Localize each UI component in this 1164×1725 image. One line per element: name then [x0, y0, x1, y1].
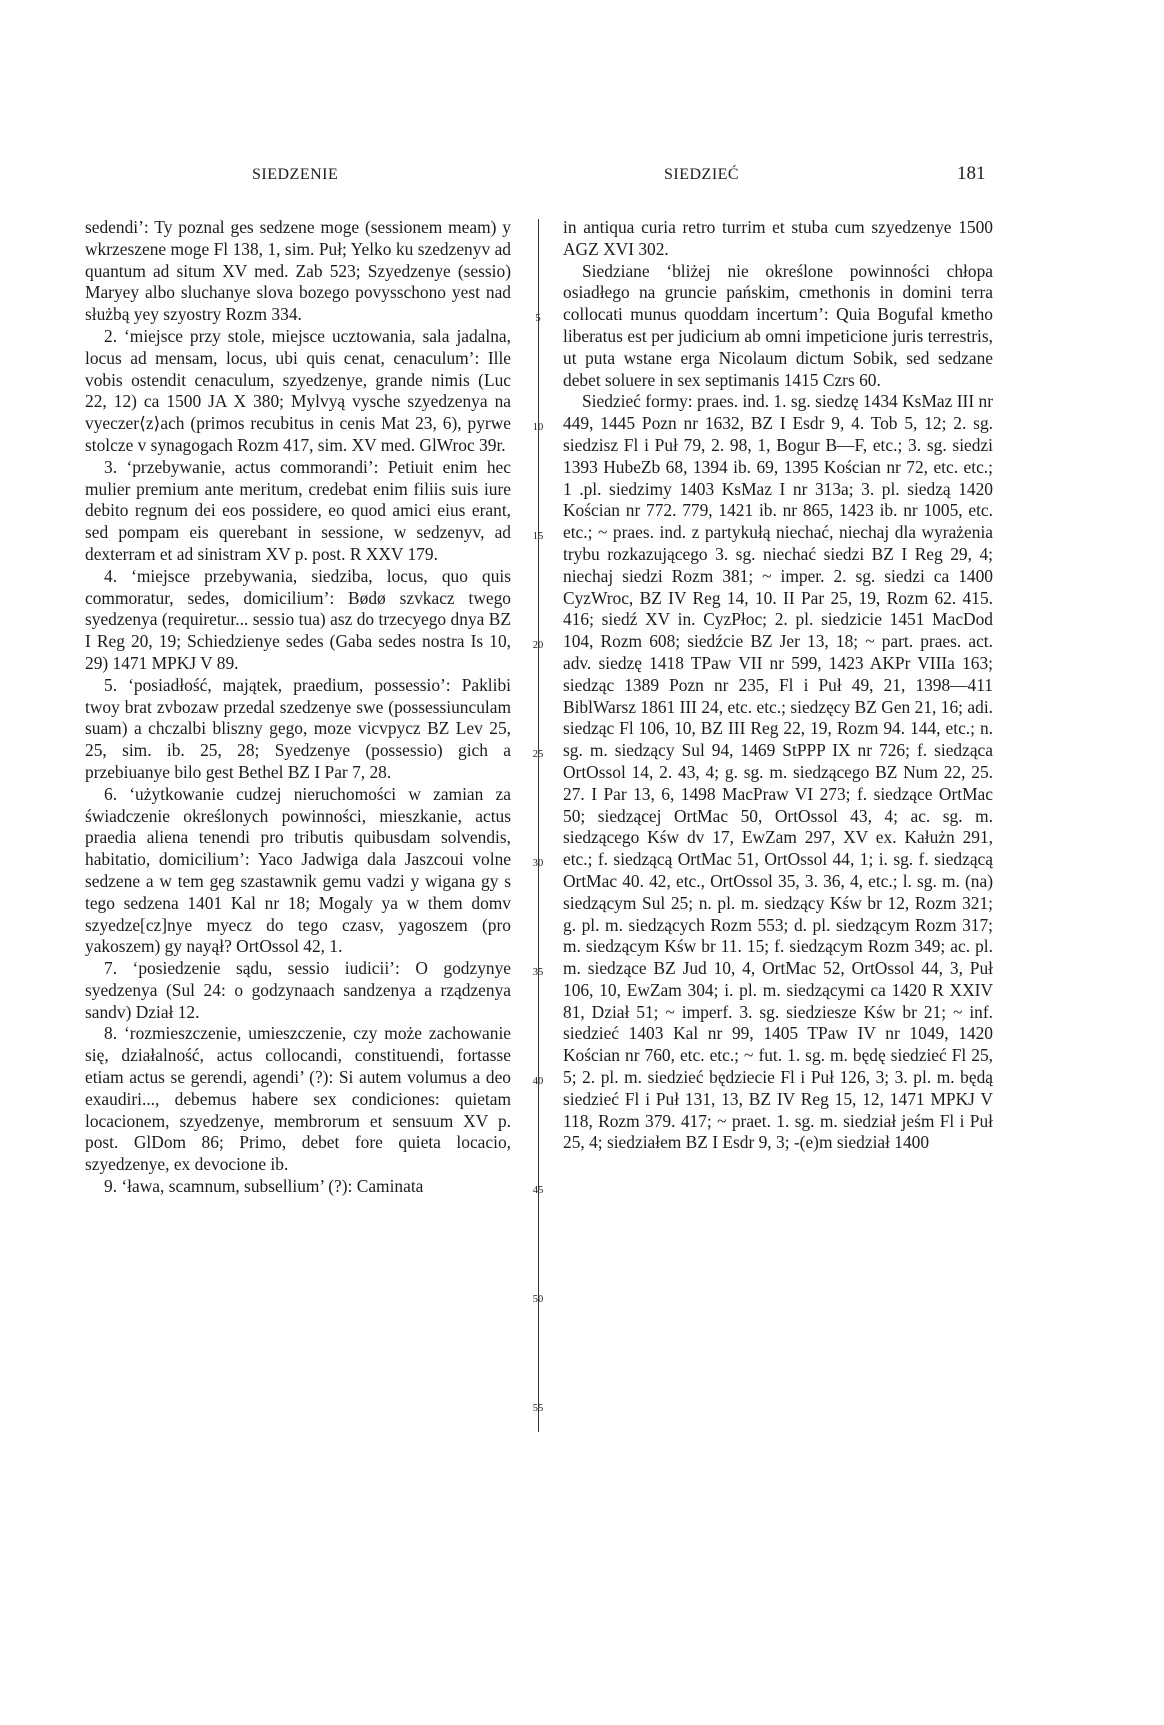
line-number: 50 — [532, 1294, 544, 1305]
page-number: 181 — [957, 163, 986, 184]
left-paragraph: 9. ‘ława, scamnum, subsellium’ (?): Caminata — [104, 1176, 424, 1197]
line-number: 5 — [535, 313, 541, 324]
left-paragraph: 3. ‘przebywanie, actus commorandi’: Petiuit enim hec mulier premium ante meritum, credebat enim filiis suis iure debito regnum dei eos possidere, eo quod amici eius erant, sed pompam eis querebant in sessione, w sedzenyv, ad dexterram et ad sinistram XV p. post. R XXV 179. — [85, 456, 511, 564]
running-head-left: SIEDZENIE — [252, 166, 339, 183]
left-paragraph: 6. ‘użytkowanie cudzej nieruchomości w zamian za świadczenie określonych powinności, mieszkanie, actus praedia aliena tenendi pro tributis quibusdam solvendis, habitatio, domicilium’: Yaco Jadwiga dala Jaszcoui volne sedzene a w tem geg szastawnik gemu vadzi y wigana gy s tego sedzena 1401 Kal nr 18; Mogaly ya w them domv szyedze[cz]nye myecz do tego czasv, yagoszem (pro yakoszem) gy nayął? OrtOssol 42, 1. — [85, 783, 511, 957]
left-paragraph: 8. ‘rozmieszczenie, umieszczenie, czy może zachowanie się, działalność, actus collocandi, constituendi, fortasse etiam actus se gerendi, agendi’ (?): Si autem volumus a deo exaudiri..., debemus habere sex condiciones: quietam locacionem, szyedzenye, membrorum et sensuum XV p. post. GlDom 86; Primo, debet fore quieta locacio, szyedzenye, ex devocione ib. — [85, 1023, 511, 1175]
left-paragraph: 4. ‘miejsce przebywania, siedziba, locus, quo quis commoratur, sedes, domicilium’: Bødø szvkacz twego syedzenya (requiretur... sessio tua) asz do trzecyego dnya BZ I Reg 20, 19; Schiedzienye sedes (Gaba sedes nostra Is 10, 29) 1471 MPKJ V 89. — [85, 565, 511, 673]
left-paragraph: 5. ‘posiadłość, majątek, praedium, possessio’: Paklibi twoy brat zvbozaw przedal szedzenye swe (possessiunculam suam) a chczalbi bliszny gego, moze vicvpycz BZ Lev 25, 25, sim. ib. 25, 28; Syedzenye (possessio) gich a przebiuanye bilo gest Bethel BZ I Par 7, 28. — [85, 674, 511, 782]
column-divider — [538, 219, 539, 1432]
line-number: 40 — [532, 1076, 544, 1087]
left-paragraph: 7. ‘posiedzenie sądu, sessio iudicii’: O godzynye syedzenya (Sul 24: o godzynaach sandzenya a rządzenya sandv) Dział 12. — [85, 958, 511, 1022]
line-number: 25 — [532, 749, 544, 760]
line-number: 15 — [532, 531, 544, 542]
running-head-right: SIEDZIEĆ — [664, 166, 740, 183]
left-paragraph: sedendi’: Ty poznal ges sedzene moge (sessionem meam) y wkrzeszene moge Fl 138, 1, sim. Puł; Yelko ku szedzenyv ad quantum ad situm XV med. Zab 523; Szyedzenye (sessio) Maryey albo sluchanye slova bozego povysschono yest nad służbą yey szyostry Rozm 334. — [85, 217, 511, 325]
line-number: 20 — [532, 640, 544, 651]
right-paragraph: Siedzieć formy: praes. ind. 1. sg. siedzę 1434 KsMaz III nr 449, 1445 Pozn nr 1632, BZ I Esdr 9, 4. Tob 5, 12; 2. sg. siedzisz Fl i Puł 79, 2. 98, 1, Bogur B—F, etc.; 3. sg. siedzi 1393 HubeZb 68, 1394 ib. 69, 1395 Kościan nr 72, etc. etc.; 1 .pl. siedzimy 1403 KsMaz I nr 313a; 3. pl. siedzą 1420 Kościan nr 772. 779, 1421 ib. nr 865, 1423 ib. nr 1005, etc. etc.; ~ praes. ind. z partykułą niechać, niechaj dla wyrażenia trybu rozkazującego 3. sg. niechać siedzi BZ I Reg 29, 4; niechaj siedzi Rozm 381; ~ imper. 2. sg. siedzi ca 1400 CyzWroc, BZ IV Reg 14, 10. II Par 25, 19, Rozm 62. 415. 416; siedź XV in. CyzPłoc; 2. pl. siedzicie 1451 MacDod 104, Rozm 608; siedźcie BZ Jer 13, 18; ~ part. praes. act. adv. siedzę 1418 TPaw VII nr 599, 1423 AKPr VIIIa 163; siedząc 1389 Pozn nr 235, Fl i Puł 49, 21, 1398—411 BiblWarsz 1861 III 24, etc. etc.; siedzęcy BZ Gen 21, 16; adi. siedząc Fl 106, 10, BZ III Reg 22, 19, Rozm 94. 144, etc.; n. sg. m. siedzący Sul 94, 1469 StPPP IX nr 726; f. siedząca OrtOssol 14, 2. 43, 4; g. sg. m. siedzącego BZ Num 22, 25. 27. I Par 13, 6, 1498 MacPraw VI 273; f. siedzące OrtMac 50; siedzącej OrtMac 50, OrtOssol 43, 4; ac. sg. m. siedzącego Kśw dv 17, EwZam 297, XV ex. Kałużn 291, etc.; f. siedzącą OrtMac 51, OrtOssol 44, 1; i. sg. f. siedzącą OrtMac 40. 42, etc., OrtOssol 35, 3. 36, 4, etc.; l. sg. m. (na) siedzącym Sul 25; n. pl. m. siedzący Kśw br 12, Rozm 321; g. pl. m. siedzących Rozm 553; d. pl. siedzącym Rozm 317; m. siedzącym Kśw br 11. 15; f. siedzącym Rozm 349; ac. pl. m. siedzące BZ Jud 10, 4, OrtMac 52, OrtOssol 44, 3, Puł 106, 10, EwZam 304; i. pl. m. siedzącymi ca 1420 R XXIV 81, Dział 51; ~ imperf. 3. sg. siedziesze Kśw br 21; ~ inf. siedzieć 1403 Kal nr 99, 1405 TPaw IV nr 1049, 1420 Kościan nr 760, etc. etc.; ~ fut. 1. sg. m. będę siedzieć Fl 25, 5; 2. pl. m. siedzieć będziecie Fl i Puł 126, 3; 3. pl. m. będą siedzieć Fl i Puł 131, 13, BZ IV Reg 15, 12, 1471 MPKJ V 118, Rozm 379. 417; ~ praet. 1. sg. m. siedział jeśm Fl i Puł 25, 4; siedziałem BZ I Esdr 9, 3; -(e)m siedział 1400 — [563, 391, 993, 1153]
line-number: 45 — [532, 1185, 544, 1196]
line-number: 55 — [532, 1403, 544, 1414]
line-number: 30 — [532, 858, 544, 869]
left-column — [85, 217, 511, 1198]
line-number: 10 — [532, 422, 544, 433]
left-paragraph: 2. ‘miejsce przy stole, miejsce ucztowania, sala jadalna, locus ad mensam, locus, ubi quis cenat, cenaculum’: Ille vobis ostendit cenaculum, szyedzenye, grande nimis (Luc 22, 12) ca 1500 JA X 380; Mylvyą vysche szyedzenya na vyeczer⟨z⟩ach (primos recubitus in cenis Mat 23, 6), pyrwe stolcze v synagogach Rozm 417, sim. XV med. GlWroc 39r. — [85, 325, 511, 455]
right-column — [563, 217, 993, 1154]
right-paragraph: in antiqua curia retro turrim et stuba cum szyedzenye 1500 AGZ XVI 302. — [563, 217, 993, 259]
right-paragraph: Siedziane ‘bliżej nie określone powinności chłopa osiadłego na gruncie pańskim, cmethonis in domini terra collocati munus quoddam incertum’: Quia Bogufal kmetho liberatus est per judicium ab omni impeticione juris terrestris, ut puta wstane erga Nicolaum dictum Sobik, sed sedzane debet soluere in sex septimanis 1415 Czrs 60. — [563, 260, 993, 390]
line-number: 35 — [532, 967, 544, 978]
